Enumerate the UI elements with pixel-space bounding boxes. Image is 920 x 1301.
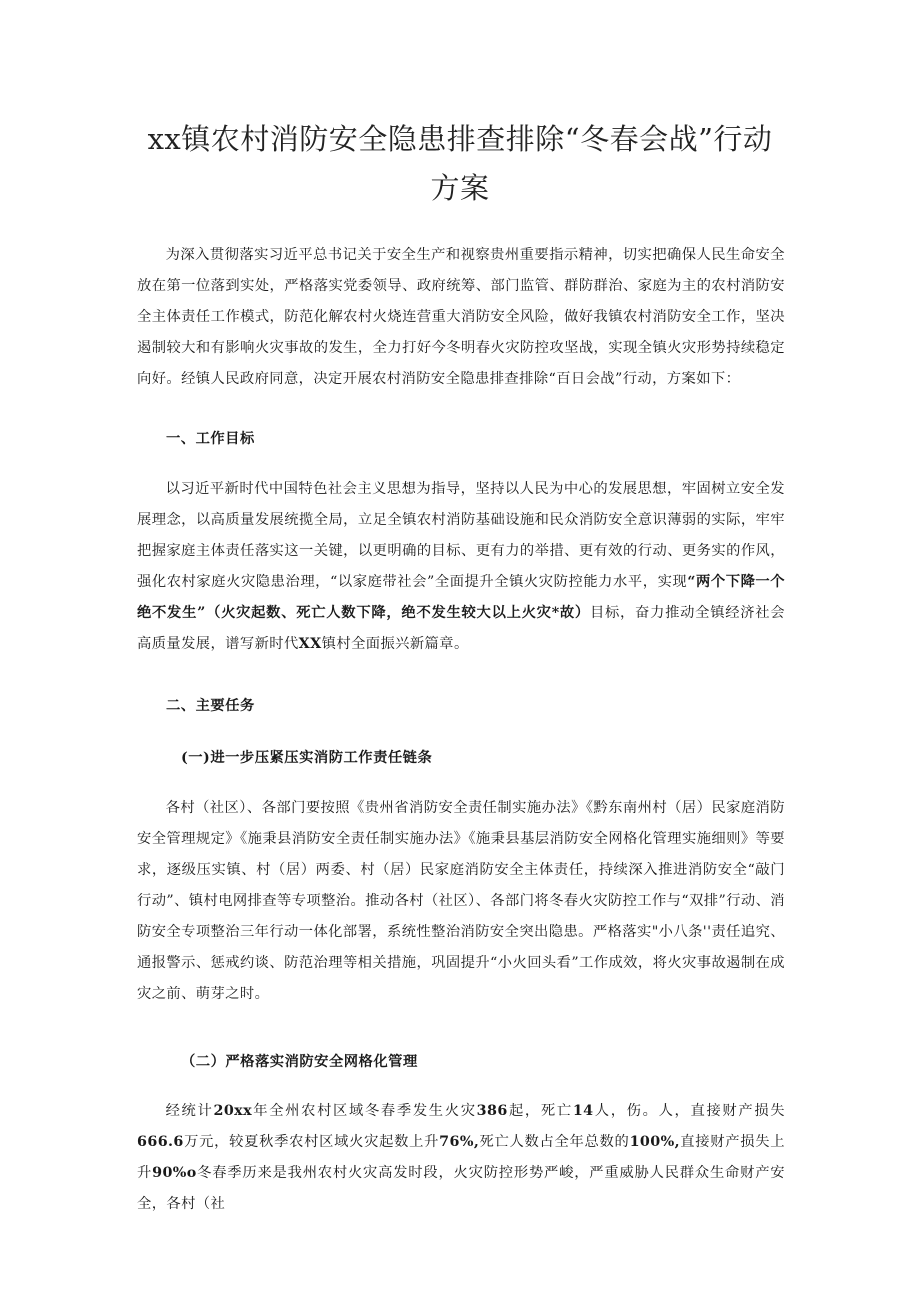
subsection2-heading: （二）严格落实消防安全网格化管理 (181, 1054, 418, 1070)
stat-loss-rise: 90%o (152, 1165, 197, 1181)
stat-text-5: 万元，较夏秋季农村区域火灾起数上升 (183, 1134, 440, 1150)
subsection1-heading: (一)进一步压紧压实消防工作责任链条 (181, 750, 433, 766)
stat-year: 20xx (213, 1103, 253, 1119)
stat-text-4: 人，伤。人，直接财产损失 (593, 1103, 785, 1119)
intro-paragraph: 为深入贯彻落实习近平总书记关于安全生产和视察贵州重要指示精神，切实把确保人民生命安全放在第一位落到实处，严格落实党委领导、政府统筹、部门监管、群防群治、家庭为主的农村消防安全主体责任工作模式，防范化解农村火烧连营重大消防安全风险，做好我镇农村消防安全工作，坚决遏制较大和有影响火灾事故的发生，全力打好今冬明春火灾防控攻坚战，实现全镇火灾形势持续稳定向好。经镇人民政府同意，决定开展农村消防安全隐患排查排除“百日会战”行动，方案如下： (137, 247, 785, 387)
stat-text-2: 年全州农村区域冬春季发生火灾 (252, 1103, 477, 1119)
section1-heading: 一、工作目标 (166, 431, 255, 447)
stat-text-3: 起，死亡 (507, 1103, 573, 1119)
stat-fire-count: 386 (476, 1103, 508, 1119)
stat-text-8: 冬春季历来是我州农村火灾高发时段，火灾防控形势严峻，严重威胁人民群众生命财产安全，各村（社 (137, 1165, 785, 1212)
section1-text-c: 镇村全面振兴新篇章。 (321, 636, 469, 652)
section1-text-a: 以习近平新时代中国特色社会主义思想为指导，坚持以人民为中心的发展思想，牢固树立安全发展理念，以高质量发展统揽全局，立足全镇农村消防基础设施和民众消防安全意识薄弱的实际，牢牢把握家庭主体责任落实这一关键，以更明确的目标、更有力的举措、更有效的行动、更务实的作风，强化农村家庭火灾隐患治理，“以家庭带社会”全面提升全镇火灾防控能力水平，实现 (137, 481, 785, 590)
stat-text-1: 经统计 (165, 1103, 214, 1119)
section1-text-b: 目标，奋力推动全镇经济社会高质量发展，谱写新时代 (137, 605, 785, 652)
stat-text-7: 直接财产损失上升 (137, 1134, 785, 1181)
section1-xx: XX (298, 636, 322, 652)
subsection2-paragraph (137, 1096, 785, 1220)
document-title-line2: 方案 (430, 171, 490, 205)
stat-rise-count: 76%, (439, 1134, 480, 1150)
stat-death-share: 100%, (629, 1134, 680, 1150)
document-title-line1: xx镇农村消防安全隐患排查排除“冬春会战”行动 (147, 122, 773, 156)
stat-deaths: 14 (572, 1103, 594, 1119)
section2-heading: 二、主要任务 (166, 698, 255, 714)
section1-paragraph (137, 474, 785, 660)
stat-text-6: 死亡人数占全年总数的 (479, 1134, 630, 1150)
stat-loss: 666.6 (137, 1134, 184, 1150)
subsection1-paragraph: 各村（社区）、各部门要按照《贵州省消防安全责任制实施办法》《黔东南州村（居）民家庭消防安全管理规定》《施秉县消防安全责任制实施办法》《施秉县基层消防安全网格化管理实施细则》等要求，逐级压实镇、村（居）两委、村（居）民家庭消防安全主体责任，持续深入推进消防安全“敲门行动”、镇村电网排查等专项整治。推动各村（社区）、各部门将冬春火灾防控工作与“双排”行动、消防安全专项整治三年行动一体化部署，系统性整治消防安全突出隐患。严格落实"小八条''责任追究、通报警示、惩戒约谈、防范治理等相关措施，巩固提升“小火回头看”工作成效，将火灾事故遏制在成灾之前、萌芽之时。 (137, 800, 785, 1002)
section1-goal-bold: “两个下降一个绝不发生”（火灾起数、死亡人数下降，绝不发生较大以上火灾*故） (137, 574, 785, 621)
